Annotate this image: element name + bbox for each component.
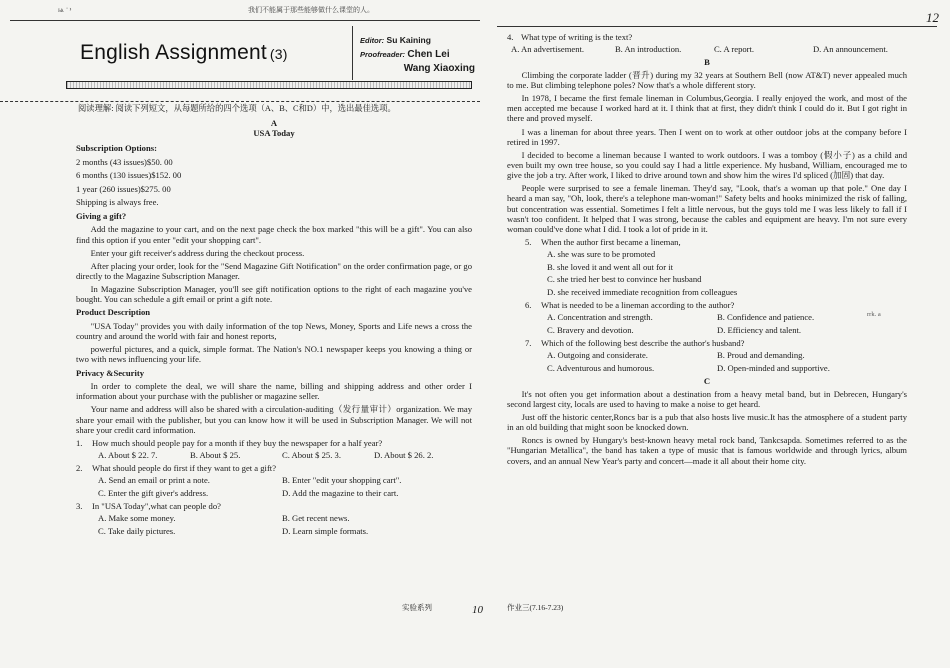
section-rule [0, 101, 480, 102]
option-row [525, 249, 907, 259]
corner-mark: 12 [926, 10, 939, 25]
proofreader-name: Chen Lei [407, 48, 450, 60]
question-stem [525, 300, 907, 310]
question-number: 1. [76, 437, 83, 448]
answer-option: B. she loved it and went all out for it [547, 261, 674, 272]
questions-a [76, 438, 472, 536]
passage-title: USA Today [253, 128, 295, 139]
passage-a [76, 118, 472, 538]
question-text: What type of writing is the text? [521, 32, 633, 42]
answer-option: C. Enter the gift giver's address. [98, 487, 209, 498]
paragraph: powerful pictures, and a quick, simple format. The Nation's NO.1 newspaper keeps you knowing a thing or two with news influencing your life. [76, 344, 472, 365]
answer-option: C. Take daily pictures. [98, 525, 176, 536]
paragraph: Just off the historic center,Roncs bar is a pub that also hosts live music.It has the atmosphere of a student party in an old building that might soon be knocked down. [507, 412, 907, 433]
option-row [76, 475, 472, 485]
section-heading: Product Description [76, 307, 151, 318]
option-row [525, 312, 907, 322]
instructions: 阅读理解: 阅读下列短文，从每题所给的四个选项（A、B、C和D）中，选出最佳选项。 [78, 104, 396, 113]
answer-option: D. she received immediate recognition from colleagues [547, 287, 738, 298]
option-row [525, 325, 907, 335]
answer-option: A. About $ 22. 7. [98, 449, 158, 460]
answer-option: B. Confidence and patience. [717, 312, 815, 323]
question-number: 6. [525, 300, 532, 311]
answer-option: A. Send an email or print a note. [98, 475, 210, 486]
answer-option: C. Adventurous and humorous. [547, 362, 655, 373]
answer-option: B. An introduction. [614, 44, 682, 55]
answer-option: B. Enter "edit your shopping cart". [282, 475, 402, 486]
questions-b [507, 237, 907, 373]
answer-option: A. Outgoing and considerate. [547, 350, 648, 361]
question-number: 2. [76, 463, 83, 474]
question-text: What should people do first if they want to get a gift? [92, 463, 277, 474]
question-number: 7. [525, 338, 532, 349]
paragraph: Enter your gift receiver's address during the checkout process. [90, 247, 305, 258]
question-stem [525, 338, 907, 348]
top-rule [10, 20, 480, 21]
header-scribble: ѩ ᡃ ᠈ [58, 6, 72, 14]
answer-option: A. Concentration and strength. [547, 312, 653, 323]
answer-option: B. Proud and demanding. [717, 350, 805, 361]
assignment-title [80, 41, 288, 66]
paragraph: Your name and address will also be shared with a circulation-auditing（发行量审计）organization. We may share your email with the publisher, but you can know how it will be used in Subscription Manager. We will not share your credit card information. [76, 404, 472, 435]
answer-option: A. she was sure to be promoted [547, 249, 656, 260]
question-stem [76, 438, 472, 448]
question-text: In "USA Today",what can people do? [92, 500, 221, 511]
answer-option: D. An announcement. [812, 44, 888, 55]
option-row [76, 450, 472, 460]
gift-paragraphs [76, 224, 472, 304]
passage-b-area [507, 29, 907, 469]
answer-option: D. Add the magazine to their cart. [282, 487, 399, 498]
question-number: 5. [525, 237, 532, 248]
paragraph: "USA Today" provides you with daily information of the top News, Money, Sports and Life news a cross the country and around the world with fair and honest reports, [76, 320, 472, 342]
assignment-number: (3) [269, 46, 288, 62]
question-stem [507, 32, 907, 42]
passage-c [507, 389, 907, 466]
passage-letter: B [704, 56, 710, 67]
header-banner: 我们不能属于那些能够做什么课堂的人。 [248, 6, 374, 14]
question-text: How much should people pay for a month if they buy the newspaper for a half year? [92, 437, 383, 448]
answer-option: B. About $ 25. [190, 449, 241, 460]
answer-option: A. Make some money. [98, 513, 176, 524]
subscription-line: Shipping is always free. [76, 197, 159, 208]
answer-option: D. Learn simple formats. [282, 525, 369, 536]
option-row [76, 488, 472, 498]
section-heading: Giving a gift? [76, 210, 127, 221]
paragraph: I was a lineman for about three years. Then I went on to work at other outdoor jobs at the company before I retired in 1997. [507, 126, 907, 147]
question-number: 4. [507, 32, 514, 42]
option-row [525, 262, 907, 272]
right-page [497, 0, 945, 668]
question-text: What is needed to be a lineman according to the author? [541, 300, 735, 311]
subscription-options [76, 157, 472, 208]
option-row [76, 526, 472, 536]
product-paragraphs [76, 321, 472, 365]
paragraph: After placing your order, look for the "Send Magazine Gift Notification" on the order confirmation page, or go directly to the Magazine Subscription Manager. [76, 260, 472, 282]
option-row [76, 513, 472, 523]
question-number: 3. [76, 500, 83, 511]
editor-label: Editor: [360, 36, 385, 45]
paragraph: I decided to become a lineman because I wanted to work outdoors. I was a tomboy (假小子) as a child and even built my own tree house, so you could say I had a little experience. My husband, William, encouraged me to give the job a try. After work, I liked to drive around town and show him the wires I'd spliced (加固) that day. [507, 149, 907, 181]
subscription-line: 2 months (43 issues)$50. 00 [76, 156, 173, 167]
editor-name: Su Kaining [386, 35, 431, 45]
paragraph: In 1978, I became the first female lineman in Columbus,Georgia. I really enjoyed the work, and most of the men accepted me because I worked hard at it. I think that at first, they didn't think I could do it. But I got right in there and proved myself. [507, 93, 907, 124]
paragraph: It's not often you get information about a destination from a heavy metal band, but in Debrecen, Hungary's second largest city, locals are used to having to make a noise to get heard. [507, 388, 907, 409]
answer-option: C. she tried her best to convince her husband [547, 274, 702, 285]
paragraph: People were surprised to see a female lineman. They'd say, "Look, that's a woman up that pole." One day I heard a man say, "Oh, look, there's a telephone man-woman!" Safety belts and hooks minimized the risk of falling, but concentration was essential. Sometimes I felt a little nervous, but the guys told me I was less likely to fall if I wasn't too confident. It helped that I was strong, because the cables and equipment are heavy. I'm not sure every woman could've done what I did. I took a lot of pride in it. [507, 183, 907, 234]
question-text: When the author first became a lineman, [541, 237, 681, 248]
footer-assignment: 作业三(7.16-7.23) [507, 603, 564, 612]
margin-note: rrk. a [867, 311, 881, 318]
header-bar [66, 81, 472, 89]
proofreader-name: Wang Xiaoxing [403, 62, 475, 74]
section-heading: Subscription Options: [76, 143, 157, 154]
subscription-line: 6 months (130 issues)$152. 00 [76, 170, 182, 181]
top-rule-right [497, 26, 937, 27]
question-stem [76, 463, 472, 473]
page-mark: 10 [472, 604, 483, 616]
question-stem [525, 237, 907, 247]
paragraph: Add the magazine to your cart, and on the next page check the box marked "this will be a gift". You can also find this option if you enter "edit your shopping cart". [76, 224, 472, 245]
answer-option: D. Open-minded and supportive. [717, 362, 830, 373]
paragraph: Climbing the corporate ladder (晋升) during my 32 years at Southern Bell (now AT&T) never appealed much to me. But climbing telephone poles? Now that's a whole different story. [507, 69, 907, 91]
section-heading: Privacy &Security [76, 367, 145, 378]
answer-option: B. Get recent news. [282, 513, 350, 524]
subscription-line: 1 year (260 issues)$275. 00 [76, 183, 171, 194]
footer-series: 实验系列 [402, 603, 432, 612]
privacy-paragraphs [76, 381, 472, 435]
header-divider [352, 26, 353, 80]
credits [360, 35, 475, 74]
answer-option: D. About $ 26. 2. [374, 449, 434, 460]
option-row [525, 350, 907, 360]
passage-b [507, 70, 907, 234]
question-text: Which of the following best describe the author's husband? [541, 338, 745, 349]
question-stem [76, 501, 472, 511]
option-row [507, 44, 907, 54]
paragraph: In order to complete the deal, we will share the name, billing and shipping address and other order I information about your purchase with the publisher or magazine seller. [76, 381, 472, 402]
assignment-title-text: English Assignment [80, 41, 267, 64]
option-row [525, 363, 907, 373]
option-row [525, 287, 907, 297]
answer-option: A. An advertisement. [511, 44, 585, 55]
passage-letter: C [703, 375, 711, 386]
proofreader-label: Proofreader: [360, 49, 406, 59]
paragraph: In Magazine Subscription Manager, you'll see gift notification options to the right of each magazine you've bought. You can schedule a gift email or print a gift note. [76, 284, 472, 305]
paragraph: Roncs is owned by Hungary's best-known heavy metal rock band, Tankcsapda. Sometimes referred to as the "Hungarian Metallica", the band has taken a type of music that is famous worldwide and through lyrics, album covers, and an annual New Year's party and concert—made it all about their home city. [507, 435, 907, 466]
answer-option: C. About $ 25. 3. [282, 449, 341, 460]
passage-letter: A [270, 118, 278, 128]
answer-option: D. Efficiency and talent. [717, 325, 802, 336]
option-row [525, 274, 907, 284]
answer-option: C. Bravery and devotion. [547, 325, 634, 336]
answer-option: C. A report. [713, 44, 755, 55]
question-4 [507, 32, 907, 54]
